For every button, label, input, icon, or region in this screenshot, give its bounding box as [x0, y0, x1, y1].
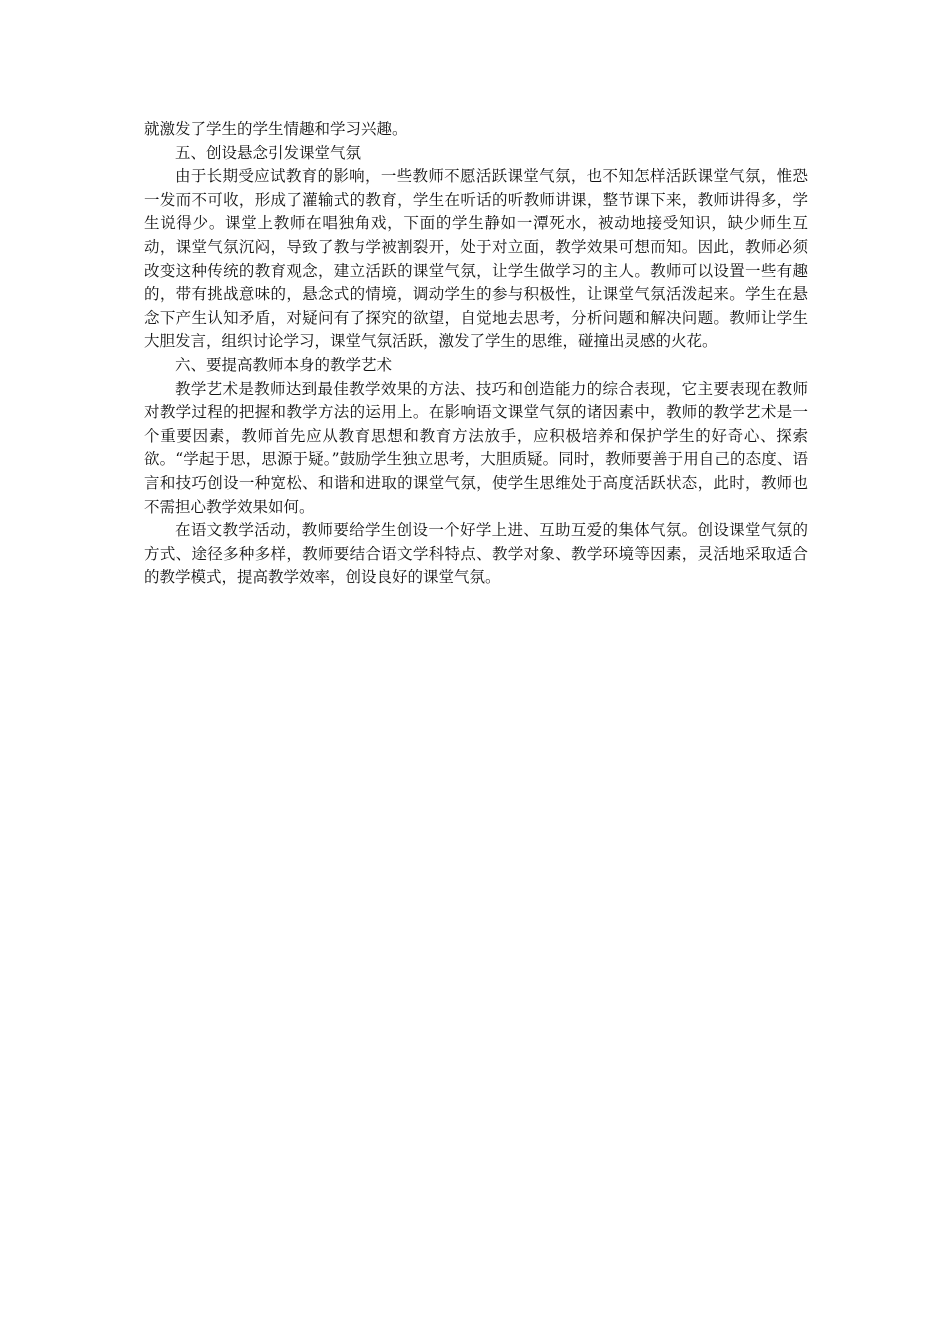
- paragraph-teaching-art: 教学艺术是教师达到最佳教学效果的方法、技巧和创造能力的综合表现，它主要表现在教师对教学过程的把握和教学方法的运用上。在影响语文课堂气氛的诸因素中，教师的教学艺术是一个重要因素，教师首先应从教育思想和教育方法放手，应积极培养和保护学生的好奇心、探索欲。“学起于思，思源于疑。”鼓励学生独立思考，大胆质疑。同时，教师要善于用自己的态度、语言和技巧创设一种宽松、和谐和进取的课堂气氛，使学生思维处于高度活跃状态，此时，教师也不需担心教学效果如何。: [144, 379, 808, 516]
- paragraph-suspense: 由于长期受应试教育的影响，一些教师不愿活跃课堂气氛，也不知怎样活跃课堂气氛，惟恐一发而不可收，形成了灌输式的教育，学生在听话的听教师讲课，整节课下来，教师讲得多，学生说得少。课堂上教师在唱独角戏，下面的学生静如一潭死水，被动地接受知识，缺少师生互动，课堂气氛沉闷，导致了教与学被割裂开，处于对立面，教学效果可想而知。因此，教师必须改变这种传统的教育观念，建立活跃的课堂气氛，让学生做学习的主人。教师可以设置一些有趣的，带有挑战意味的，悬念式的情境，调动学生的参与积极性，让课堂气氛活泼起来。学生在悬念下产生认知矛盾，对疑问有了探究的欲望，自觉地去思考，分析问题和解决问题。教师让学生大胆发言，组织讨论学习，课堂气氛活跃，激发了学生的思维，碰撞出灵感的火花。: [144, 167, 808, 351]
- document-body: [144, 118, 808, 590]
- section-heading-5: 五、创设悬念引发课堂气氛: [175, 143, 362, 162]
- paragraph-conclusion: 在语文教学活动，教师要给学生创设一个好学上进、互助互爱的集体气氛。创设课堂气氛的方式、途径多种多样，教师要结合语文学科特点、教学对象、教学环境等因素，灵活地采取适合的教学模式，提高教学效率，创设良好的课堂气氛。: [144, 521, 808, 587]
- section-heading-6: 六、要提高教师本身的教学艺术: [175, 355, 393, 374]
- paragraph-continuation: 就激发了学生的学生情趣和学习兴趣。: [144, 120, 408, 138]
